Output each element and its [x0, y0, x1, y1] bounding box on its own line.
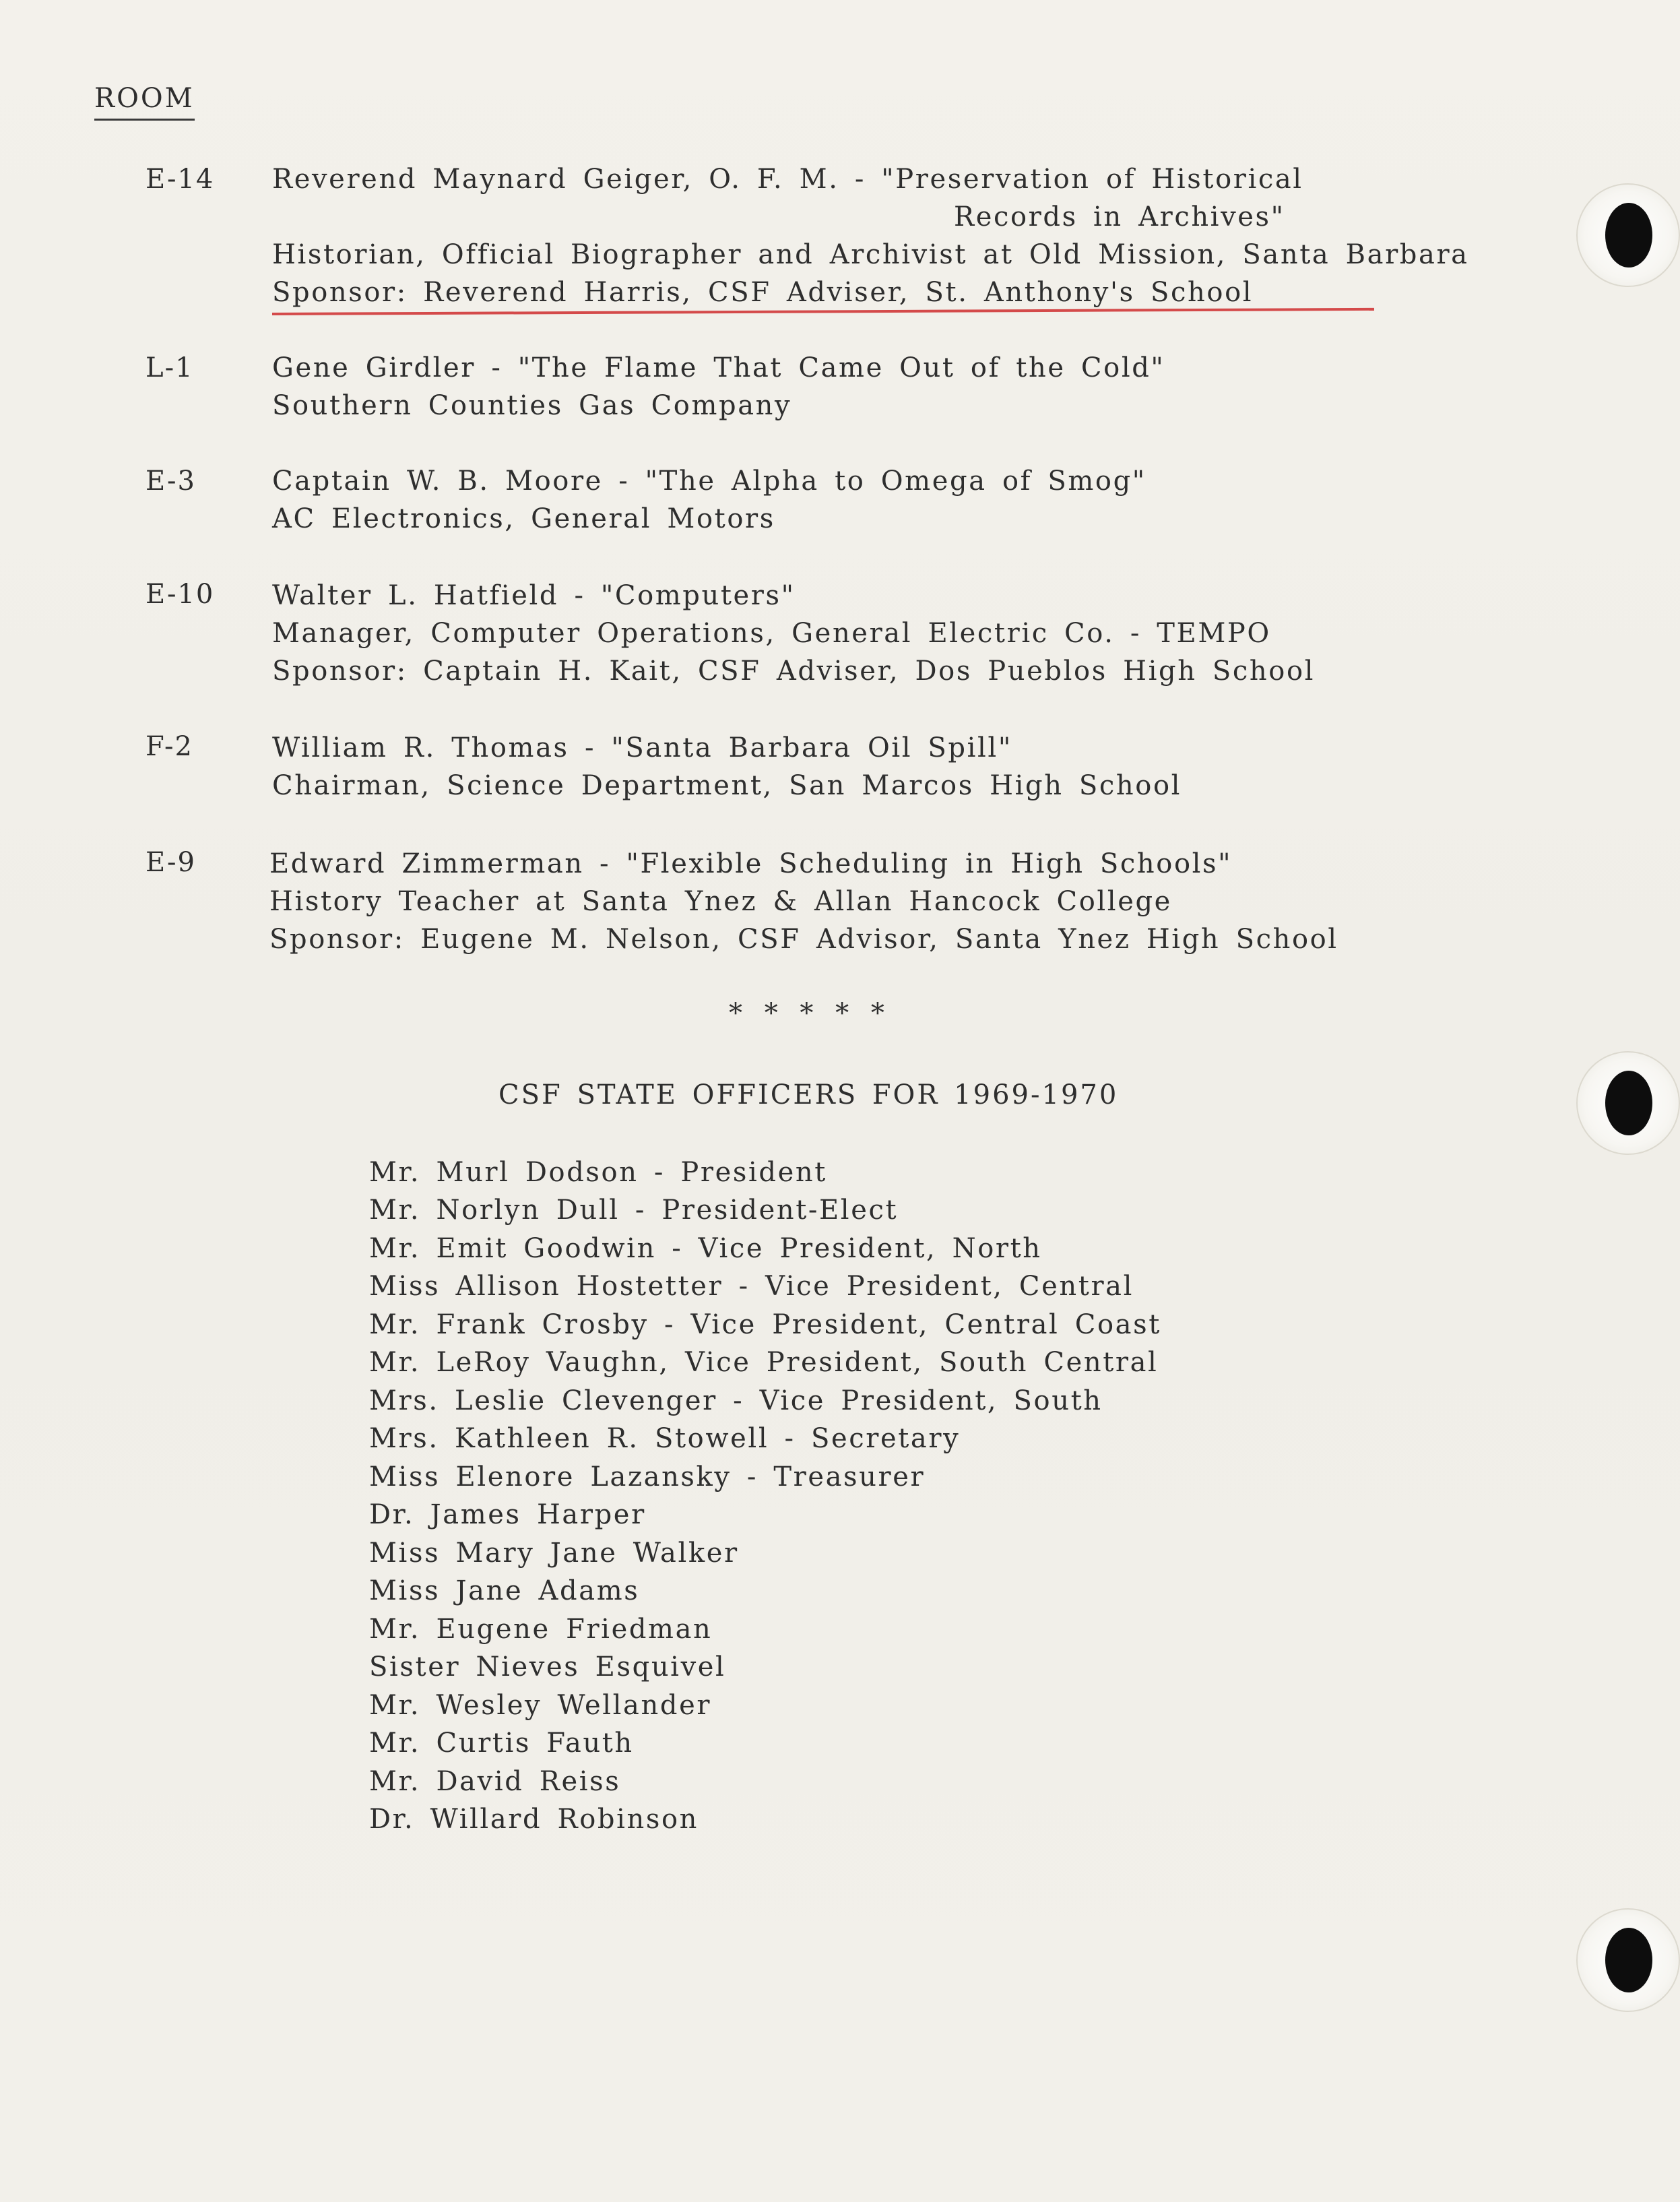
session-e9-line-1: Edward Zimmerman - "Flexible Scheduling in High Schools" [269, 848, 1233, 879]
officer-item: Sister Nieves Esquivel [369, 1651, 726, 1682]
session-e10-sponsor: Sponsor: Captain H. Kait, CSF Adviser, Dos Pueblos High School [272, 656, 1316, 687]
officer-item: Mrs. Kathleen R. Stowell - Secretary [369, 1423, 961, 1454]
session-e3-line-1: Captain W. B. Moore - "The Alpha to Omega of Smog" [272, 466, 1146, 497]
room-code-e10: E-10 [146, 579, 215, 610]
session-e9-sponsor: Sponsor: Eugene M. Nelson, CSF Advisor, Santa Ynez High School [269, 924, 1338, 955]
punch-hole-mark [1605, 1928, 1652, 1992]
room-code-f2: F-2 [146, 731, 193, 762]
session-e14-line-2: Records in Archives" [954, 201, 1285, 232]
session-e14-line-3: Historian, Official Biographer and Archivist at Old Mission, Santa Barbara [272, 239, 1469, 270]
officer-item: Dr. James Harper [369, 1499, 646, 1530]
punch-hole-top [1576, 183, 1680, 287]
punch-hole-mark [1605, 1071, 1652, 1135]
session-e14-sponsor: Sponsor: Reverend Harris, CSF Adviser, St. Anthony's School [272, 277, 1254, 308]
officer-item: Mr. LeRoy Vaughn, Vice President, South Central [369, 1347, 1159, 1378]
officer-item: Mr. Norlyn Dull - President-Elect [369, 1195, 899, 1226]
officer-item: Mr. Curtis Fauth [369, 1728, 634, 1759]
session-l1-line-1: Gene Girdler - "The Flame That Came Out of the Cold" [272, 352, 1165, 383]
officer-item: Dr. Willard Robinson [369, 1804, 699, 1835]
session-e10-line-2: Manager, Computer Operations, General Electric Co. - TEMPO [272, 618, 1271, 649]
punch-hole-bottom [1576, 1908, 1680, 2012]
officer-item: Mr. Wesley Wellander [369, 1690, 712, 1721]
session-e3-line-2: AC Electronics, General Motors [272, 503, 775, 534]
officer-item: Miss Elenore Lazansky - Treasurer [369, 1461, 926, 1492]
session-f2-line-1: William R. Thomas - "Santa Barbara Oil Spill" [272, 732, 1012, 763]
officer-item: Mr. Eugene Friedman [369, 1614, 713, 1645]
room-code-l1: L-1 [146, 352, 194, 383]
section-separator: * * * * * [729, 998, 891, 1029]
session-e14-line-1: Reverend Maynard Geiger, O. F. M. - "Preservation of Historical [272, 164, 1303, 195]
officer-item: Mrs. Leslie Clevenger - Vice President, South [369, 1385, 1103, 1416]
session-l1-line-2: Southern Counties Gas Company [272, 390, 792, 421]
punch-hole-mark [1605, 203, 1652, 268]
officer-item: Mr. Murl Dodson - President [369, 1157, 827, 1188]
room-code-e3: E-3 [146, 466, 196, 497]
room-code-e9: E-9 [146, 847, 196, 878]
session-e10-line-1: Walter L. Hatfield - "Computers" [272, 580, 796, 611]
session-e9-line-2: History Teacher at Santa Ynez & Allan Hancock College [269, 886, 1172, 917]
officers-title: CSF STATE OFFICERS FOR 1969-1970 [498, 1079, 1119, 1110]
room-code-e14: E-14 [146, 164, 215, 195]
officer-item: Mr. Emit Goodwin - Vice President, North [369, 1233, 1042, 1264]
officer-item: Miss Mary Jane Walker [369, 1538, 739, 1569]
officer-item: Miss Allison Hostetter - Vice President, Central [369, 1271, 1134, 1302]
officer-item: Mr. Frank Crosby - Vice President, Central Coast [369, 1309, 1161, 1340]
officer-item: Mr. David Reiss [369, 1766, 621, 1797]
punch-hole-middle [1576, 1051, 1680, 1155]
room-heading: ROOM [94, 80, 195, 121]
session-f2-line-2: Chairman, Science Department, San Marcos High School [272, 770, 1182, 801]
officer-item: Miss Jane Adams [369, 1575, 640, 1606]
